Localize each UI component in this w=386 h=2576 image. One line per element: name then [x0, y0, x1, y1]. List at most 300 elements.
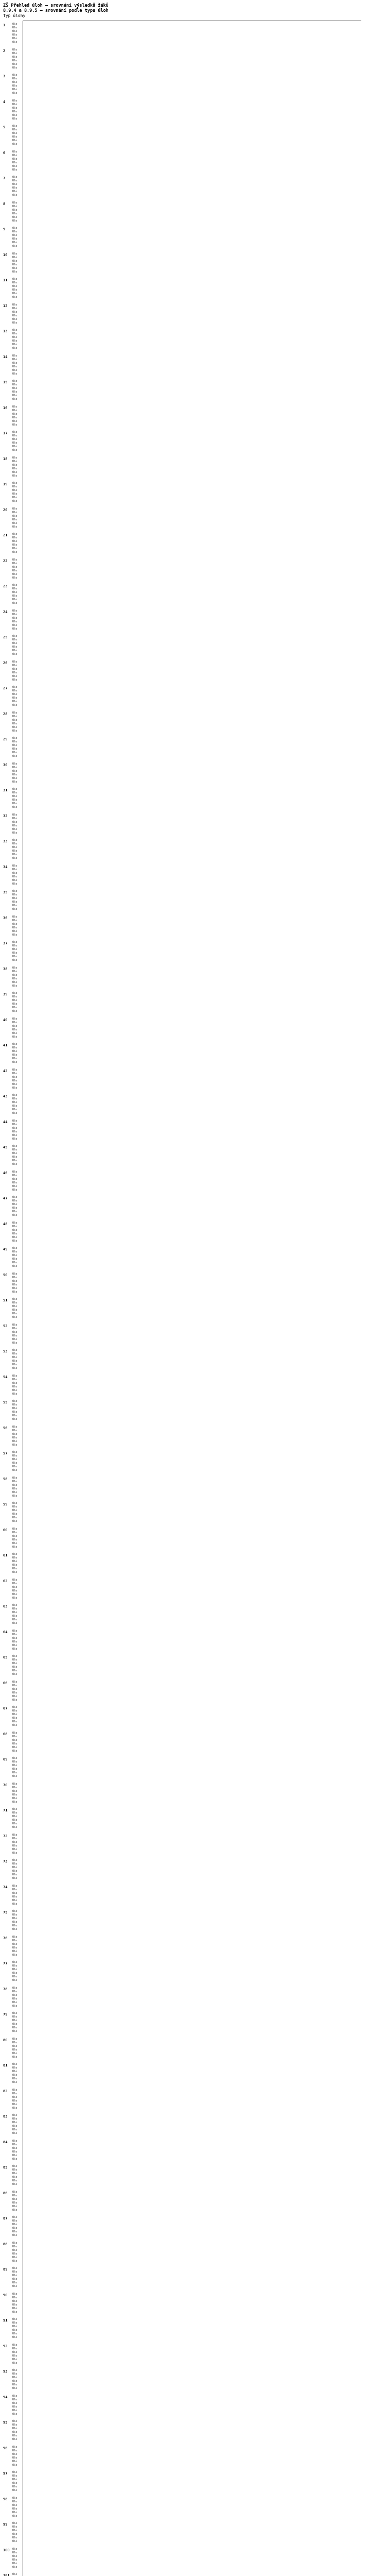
row-detail: Úlo	[12, 1436, 17, 1439]
table-row	[0, 1604, 360, 1630]
row-detail: Úlo	[12, 1057, 17, 1060]
row-number: 47	[3, 1196, 8, 1200]
row-detail: Úlo	[12, 55, 17, 59]
row-detail: Úlo	[12, 2143, 17, 2146]
row-detail: Úlo	[12, 2347, 17, 2350]
row-detail: Úlo	[12, 489, 17, 492]
table-row	[0, 660, 360, 686]
row-number: 62	[3, 1579, 8, 1583]
row-detail: Úlo	[12, 2208, 17, 2212]
row-detail: Úlo	[12, 1184, 17, 1188]
row-detail: Úlo	[12, 456, 17, 460]
row-detail: Úlo	[12, 1942, 17, 1946]
row-detail: Úlo	[12, 1939, 17, 1942]
row-detail: Úlo	[12, 1560, 17, 1563]
table-row	[0, 1273, 360, 1298]
row-detail: Úlo	[12, 2412, 17, 2416]
row-detail: Úlo	[12, 1177, 17, 1181]
row-detail: Úlo	[12, 2503, 17, 2507]
row-detail: Úlo	[12, 827, 17, 831]
row-detail: Úlo	[12, 1247, 17, 1250]
row-detail: Úlo	[12, 1425, 17, 1429]
table-row	[0, 2063, 360, 2089]
row-detail: Úlo	[12, 485, 17, 488]
row-detail: Úlo	[12, 671, 17, 674]
row-detail: Úlo	[12, 88, 17, 91]
row-detail: Úlo	[12, 2234, 17, 2237]
row-detail: Úlo	[12, 1859, 17, 1862]
table-row	[0, 558, 360, 584]
row-number: 4	[3, 99, 6, 104]
row-detail: Úlo	[12, 904, 17, 907]
row-detail: Úlo	[12, 572, 17, 576]
row-detail: Úlo	[12, 161, 17, 164]
row-detail: Úlo	[12, 150, 17, 154]
row-detail: Úlo	[12, 941, 17, 944]
table-row	[0, 533, 360, 558]
row-detail: Úlo	[12, 649, 17, 652]
row-detail: Úlo	[12, 2420, 17, 2423]
row-detail: Úlo	[12, 190, 17, 193]
row-detail: Úlo	[12, 514, 17, 518]
row-detail: Úlo	[12, 1075, 17, 1079]
row-detail: Úlo	[12, 84, 17, 88]
row-number: 46	[3, 1171, 8, 1175]
row-detail: Úlo	[12, 678, 17, 682]
row-detail: Úlo	[12, 1385, 17, 1388]
row-detail: Úlo	[12, 1028, 17, 1031]
row-detail: Úlo	[12, 2460, 17, 2463]
row-number: 25	[3, 635, 8, 639]
row-detail: Úlo	[12, 391, 17, 394]
row-detail: Úlo	[12, 23, 17, 26]
row-number: 57	[3, 1451, 8, 1455]
row-detail: Úlo	[12, 1534, 17, 1538]
row-number: 85	[3, 2165, 8, 2170]
table-row	[0, 1094, 360, 1120]
row-detail: Úlo	[12, 722, 17, 725]
row-detail: Úlo	[12, 2526, 17, 2529]
row-detail: Úlo	[12, 2281, 17, 2284]
row-number: 60	[3, 1528, 8, 1532]
row-detail: Úlo	[12, 922, 17, 926]
row-detail: Úlo	[12, 347, 17, 350]
row-number: 20	[3, 507, 8, 512]
table-row	[0, 1349, 360, 1375]
row-detail: Úlo	[12, 831, 17, 835]
row-number: 52	[3, 1324, 8, 1328]
row-number: 43	[3, 1094, 8, 1098]
row-number: 81	[3, 2063, 8, 2067]
row-detail: Úlo	[12, 1768, 17, 1771]
table-row	[0, 1553, 360, 1579]
table-row	[0, 2548, 360, 2573]
row-detail: Úlo	[12, 143, 17, 146]
row-detail: Úlo	[12, 547, 17, 550]
row-number: 48	[3, 1222, 8, 1226]
row-detail: Úlo	[12, 1235, 17, 1239]
row-detail: Úlo	[12, 2088, 17, 2092]
row-detail: Úlo	[12, 1414, 17, 1417]
row-detail: Úlo	[12, 1917, 17, 1920]
row-detail: Úlo	[12, 2015, 17, 2019]
row-number: 76	[3, 1936, 8, 1940]
row-detail: Úlo	[12, 296, 17, 299]
row-detail: Úlo	[12, 1261, 17, 1264]
row-detail: Úlo	[12, 2077, 17, 2080]
row-detail: Úlo	[12, 1286, 17, 1290]
row-detail: Úlo	[12, 2052, 17, 2055]
row-detail: Úlo	[12, 194, 17, 197]
row-detail: Úlo	[12, 2398, 17, 2401]
row-detail: Úlo	[12, 1086, 17, 1090]
table-row	[0, 1808, 360, 1834]
row-detail: Úlo	[12, 1826, 17, 1829]
row-number: 80	[3, 2038, 8, 2042]
row-detail: Úlo	[12, 1068, 17, 1072]
row-detail: Úlo	[12, 135, 17, 139]
row-detail: Úlo	[12, 310, 17, 314]
row-detail: Úlo	[12, 2329, 17, 2332]
table-row	[0, 2242, 360, 2267]
row-detail: Úlo	[12, 2248, 17, 2252]
row-detail: Úlo	[12, 1694, 17, 1698]
row-detail: Úlo	[12, 1538, 17, 1541]
row-detail: Úlo	[12, 591, 17, 594]
row-number: 94	[3, 2395, 8, 2399]
row-detail: Úlo	[12, 2223, 17, 2226]
row-detail: Úlo	[12, 2270, 17, 2274]
row-number: 59	[3, 1502, 8, 1506]
row-detail: Úlo	[12, 955, 17, 958]
row-detail: Úlo	[12, 2500, 17, 2503]
row-detail: Úlo	[12, 511, 17, 514]
table-row	[0, 278, 360, 303]
row-detail: Úlo	[12, 1316, 17, 1319]
table-row	[0, 2522, 360, 2548]
row-detail: Úlo	[12, 893, 17, 896]
row-detail: Úlo	[12, 748, 17, 751]
row-detail: Úlo	[12, 365, 17, 368]
table-row	[0, 1400, 360, 1426]
row-detail: Úlo	[12, 1553, 17, 1556]
row-detail: Úlo	[12, 329, 17, 332]
row-detail: Úlo	[12, 1101, 17, 1104]
row-detail: Úlo	[12, 2128, 17, 2131]
row-detail: Úlo	[12, 125, 17, 128]
row-detail: Úlo	[12, 525, 17, 529]
row-detail: Úlo	[12, 317, 17, 321]
row-detail: Úlo	[12, 1851, 17, 1855]
row-detail: Úlo	[12, 839, 17, 842]
row-detail: Úlo	[12, 2117, 17, 2121]
row-detail: Úlo	[12, 266, 17, 270]
row-number: 55	[3, 1400, 8, 1404]
row-detail: Úlo	[12, 1181, 17, 1184]
row-detail: Úlo	[12, 970, 17, 973]
row-detail: Úlo	[12, 106, 17, 110]
row-detail: Úlo	[12, 984, 17, 988]
table-row	[0, 1502, 360, 1528]
table-row	[0, 737, 360, 762]
row-detail: Úlo	[12, 1775, 17, 1778]
row-detail: Úlo	[12, 1786, 17, 1789]
row-detail: Úlo	[12, 1272, 17, 1276]
row-number: 73	[3, 1859, 8, 1863]
row-detail: Úlo	[12, 2427, 17, 2430]
row-detail: Úlo	[12, 740, 17, 743]
row-detail: Úlo	[12, 999, 17, 1002]
row-detail: Úlo	[12, 1895, 17, 1899]
row-detail: Úlo	[12, 674, 17, 678]
row-detail: Úlo	[12, 1017, 17, 1021]
row-detail: Úlo	[12, 1899, 17, 1902]
row-detail: Úlo	[12, 30, 17, 33]
table-row	[0, 125, 360, 150]
table-row	[0, 1732, 360, 1757]
row-number: 10	[3, 252, 8, 257]
row-number: 30	[3, 762, 8, 767]
row-detail: Úlo	[12, 2176, 17, 2179]
table-row	[0, 1247, 360, 1273]
row-detail: Úlo	[12, 1910, 17, 1913]
row-detail: Úlo	[12, 1309, 17, 1312]
table-row	[0, 2165, 360, 2191]
row-number: 19	[3, 482, 8, 486]
row-number: 89	[3, 2267, 8, 2272]
row-detail: Úlo	[12, 41, 17, 44]
row-detail: Úlo	[12, 1159, 17, 1162]
table-row	[0, 2267, 360, 2293]
row-detail: Úlo	[12, 1687, 17, 1691]
row-detail: Úlo	[12, 1840, 17, 1844]
row-detail: Úlo	[12, 1232, 17, 1235]
row-detail: Úlo	[12, 1975, 17, 1978]
row-detail: Úlo	[12, 1432, 17, 1436]
row-detail: Úlo	[12, 609, 17, 613]
row-detail: Úlo	[12, 1148, 17, 1151]
row-detail: Úlo	[12, 518, 17, 521]
row-detail: Úlo	[12, 215, 17, 219]
row-detail: Úlo	[12, 2318, 17, 2321]
row-detail: Úlo	[12, 1163, 17, 1166]
row-detail: Úlo	[12, 2154, 17, 2157]
table-row	[0, 1145, 360, 1171]
row-detail: Úlo	[12, 1031, 17, 1035]
row-detail: Úlo	[12, 230, 17, 233]
row-detail: Úlo	[12, 2125, 17, 2128]
row-detail: Úlo	[12, 2358, 17, 2361]
row-detail: Úlo	[12, 1888, 17, 1891]
row-detail: Úlo	[12, 576, 17, 580]
row-detail: Úlo	[12, 1483, 17, 1487]
row-detail: Úlo	[12, 2103, 17, 2106]
row-detail: Úlo	[12, 1811, 17, 1815]
table-row	[0, 2216, 360, 2242]
row-detail: Úlo	[12, 2471, 17, 2474]
row-detail: Úlo	[12, 1050, 17, 1053]
row-detail: Úlo	[12, 1713, 17, 1716]
row-detail: Úlo	[12, 1203, 17, 1206]
row-number: 3	[3, 74, 6, 78]
row-detail: Úlo	[12, 238, 17, 241]
row-detail: Úlo	[12, 1337, 17, 1341]
row-detail: Úlo	[12, 1388, 17, 1392]
row-detail: Úlo	[12, 2267, 17, 2270]
row-detail: Úlo	[12, 208, 17, 212]
row-detail: Úlo	[12, 358, 17, 361]
row-detail: Úlo	[12, 1225, 17, 1228]
row-detail: Úlo	[12, 1006, 17, 1009]
table-row	[0, 150, 360, 176]
table-row	[0, 74, 360, 99]
row-detail: Úlo	[12, 2066, 17, 2070]
row-detail: Úlo	[12, 2482, 17, 2485]
table-row	[0, 814, 360, 839]
row-detail: Úlo	[12, 2565, 17, 2569]
table-row	[0, 2140, 360, 2165]
row-number: 86	[3, 2191, 8, 2195]
row-detail: Úlo	[12, 2431, 17, 2434]
row-detail: Úlo	[12, 992, 17, 995]
row-detail: Úlo	[12, 187, 17, 190]
row-number: 28	[3, 711, 8, 716]
row-number: 22	[3, 558, 8, 563]
table-row	[0, 967, 360, 992]
row-detail: Úlo	[12, 2219, 17, 2223]
row-detail: Úlo	[12, 1720, 17, 1723]
row-number: 31	[3, 788, 8, 792]
row-detail: Úlo	[12, 1604, 17, 1607]
row-detail: Úlo	[12, 52, 17, 55]
row-detail: Úlo	[12, 281, 17, 284]
row-detail: Úlo	[12, 2081, 17, 2084]
row-detail: Úlo	[12, 256, 17, 259]
row-number: 64	[3, 1630, 8, 1634]
row-detail: Úlo	[12, 321, 17, 325]
row-detail: Úlo	[12, 715, 17, 718]
row-detail: Úlo	[12, 1341, 17, 1345]
row-detail: Úlo	[12, 602, 17, 605]
table-row	[0, 507, 360, 533]
table-row	[0, 1018, 360, 1043]
table-row	[0, 686, 360, 711]
row-detail: Úlo	[12, 1400, 17, 1403]
row-detail: Úlo	[12, 1403, 17, 1406]
row-detail: Úlo	[12, 493, 17, 496]
row-detail: Úlo	[12, 1724, 17, 1727]
row-detail: Úlo	[12, 419, 17, 423]
row-detail: Úlo	[12, 1258, 17, 1261]
row-detail: Úlo	[12, 2401, 17, 2405]
row-detail: Úlo	[12, 500, 17, 503]
table-row	[0, 1222, 360, 1247]
row-number: 51	[3, 1298, 8, 1302]
row-detail: Úlo	[12, 871, 17, 875]
row-detail: Úlo	[12, 289, 17, 292]
row-detail: Úlo	[12, 1564, 17, 1567]
row-number: 24	[3, 609, 8, 614]
row-detail: Úlo	[12, 817, 17, 820]
row-detail: Úlo	[12, 1968, 17, 1971]
row-number: 35	[3, 890, 8, 894]
row-detail: Úlo	[12, 2522, 17, 2525]
row-detail: Úlo	[12, 1953, 17, 1957]
row-detail: Úlo	[12, 533, 17, 536]
row-number: 87	[3, 2216, 8, 2221]
row-detail: Úlo	[12, 1815, 17, 1818]
row-detail: Úlo	[12, 1097, 17, 1100]
row-detail: Úlo	[12, 285, 17, 288]
row-detail: Úlo	[12, 780, 17, 784]
row-detail: Úlo	[12, 842, 17, 845]
row-detail: Úlo	[12, 2547, 17, 2551]
row-detail: Úlo	[12, 2321, 17, 2325]
row-detail: Úlo	[12, 278, 17, 281]
row-detail: Úlo	[12, 1352, 17, 1355]
row-number: 95	[3, 2420, 8, 2425]
row-detail: Úlo	[12, 2230, 17, 2233]
row-detail: Úlo	[12, 1381, 17, 1385]
row-detail: Úlo	[12, 558, 17, 562]
row-number: 17	[3, 431, 8, 435]
row-detail: Úlo	[12, 766, 17, 769]
row-number: 18	[3, 456, 8, 461]
row-detail: Úlo	[12, 2044, 17, 2048]
row-detail: Úlo	[12, 1946, 17, 1950]
table-row	[0, 329, 360, 354]
row-detail: Úlo	[12, 1607, 17, 1611]
row-detail: Úlo	[12, 2332, 17, 2335]
row-detail: Úlo	[12, 314, 17, 317]
row-detail: Úlo	[12, 802, 17, 805]
row-detail: Úlo	[12, 2424, 17, 2427]
row-detail: Úlo	[12, 2274, 17, 2277]
row-detail: Úlo	[12, 1585, 17, 1589]
row-detail: Úlo	[12, 245, 17, 248]
row-detail: Úlo	[12, 66, 17, 70]
table-row	[0, 865, 360, 890]
row-number: 44	[3, 1120, 8, 1124]
row-detail: Úlo	[12, 460, 17, 463]
row-detail: Úlo	[12, 646, 17, 649]
row-detail: Úlo	[12, 2536, 17, 2539]
row-detail: Úlo	[12, 1997, 17, 2001]
table-row	[0, 762, 360, 788]
row-detail: Úlo	[12, 973, 17, 977]
row-detail: Úlo	[12, 292, 17, 295]
row-detail: Úlo	[12, 1349, 17, 1352]
row-detail: Úlo	[12, 1133, 17, 1137]
row-detail: Úlo	[12, 897, 17, 900]
table-row	[0, 2471, 360, 2497]
row-detail: Úlo	[12, 878, 17, 882]
row-detail: Úlo	[12, 2376, 17, 2379]
table-row	[0, 609, 360, 635]
row-detail: Úlo	[12, 1152, 17, 1155]
row-detail: Úlo	[12, 2350, 17, 2354]
row-number: 70	[3, 1783, 8, 1787]
row-number: 99	[3, 2522, 8, 2527]
table-row	[0, 1706, 360, 1732]
row-detail: Úlo	[12, 37, 17, 40]
row-detail: Úlo	[12, 616, 17, 620]
row-detail: Úlo	[12, 1950, 17, 1953]
row-detail: Úlo	[12, 336, 17, 339]
table-row	[0, 2446, 360, 2471]
row-detail: Úlo	[12, 1556, 17, 1560]
row-detail: Úlo	[12, 2369, 17, 2372]
